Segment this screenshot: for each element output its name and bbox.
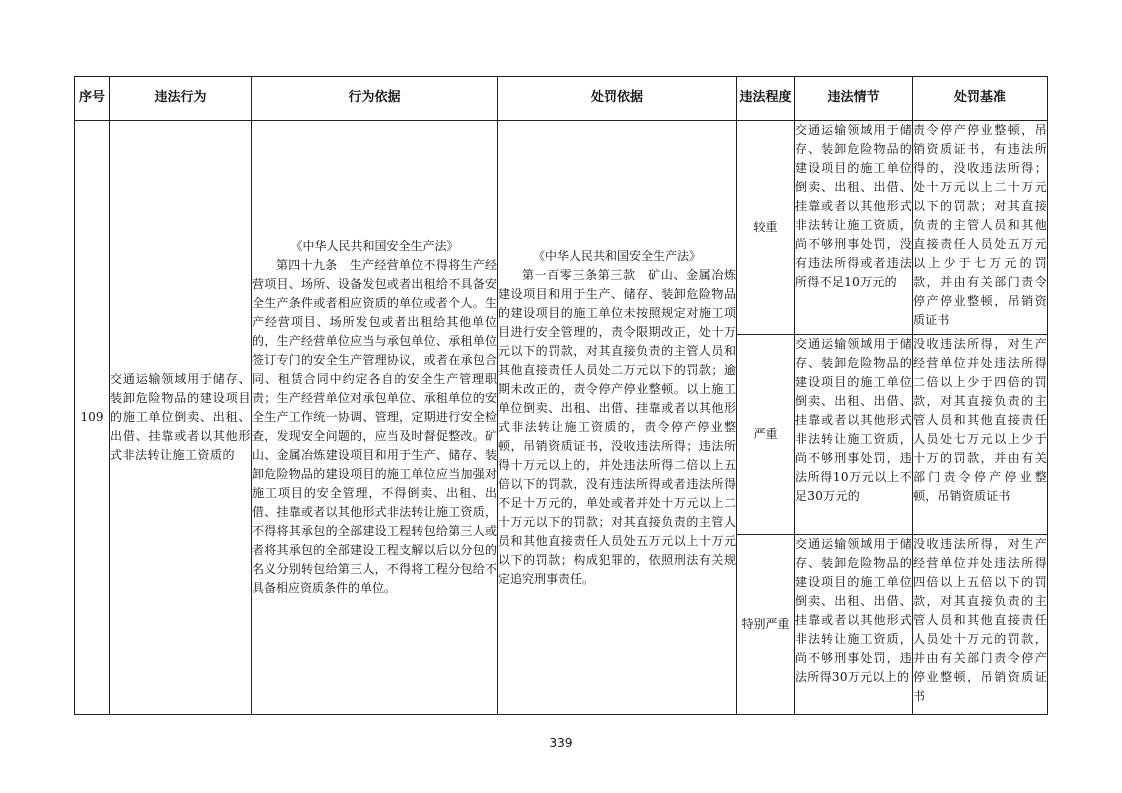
circumstance-level-3: 交通运输领域用于储存、装卸危险物品的建设项目的施工单位倒卖、出租、出借、挂靠或者以其他形式非法转让施工资质，尚不够刑事处罚，违法所得30万元以上的	[795, 535, 913, 715]
row-seq: 109	[75, 121, 110, 715]
standard-level-3: 没收违法所得，对生产经营单位并处违法所得四倍以上五倍以下的罚款，对其直接负责的主管人员和其他直接责任人员处十万元的罚款，并由有关部门责令停产停业整顿，吊销资质证书	[913, 535, 1048, 715]
penalty-basis-cell	[498, 121, 737, 715]
conduct-basis-text: 第四十九条 生产经营单位不得将生产经营项目、场所、设备发包或者出租给不具备安全生产条件或者相应资质的单位或者个人。生产经营项目、场所发包或者出租给其他单位的，生产经营单位应当与承包单位、承租单位签订专门的安全生产管理协议，或者在承包合同、租赁合同中约定各自的安全生产管理职责；生产经营单位对承包单位、承租单位的安全生产工作统一协调、管理，定期进行安全检查，发现安全问题的，应当及时督促整改。矿山、金属冶炼建设项目和用于生产、储存、装卸危险物品的建设项目的施工单位应当加强对施工项目的安全管理，不得倒卖、出租、出借、挂靠或者以其他形式非法转让施工资质，不得将其承包的全部建设工程转包给第三人或者将其承包的全部建设工程支解以后以分包的名义分别转包给第三人，不得将工程分包给不具备相应资质条件的单位。	[252, 258, 497, 595]
table-row	[75, 121, 1048, 335]
degree-level-2: 严重	[737, 335, 795, 535]
degree-level-1: 较重	[737, 121, 795, 335]
penalty-basis-title: 《中华人民共和国安全生产法》	[532, 248, 701, 263]
conduct-basis-cell	[252, 121, 498, 715]
header-circumstance: 违法情节	[795, 77, 913, 121]
circumstance-level-2: 交通运输领域用于储存、装卸危险物品的建设项目的施工单位倒卖、出租、出借、挂靠或者以其他形式非法转让施工资质，尚不够刑事处罚，违法所得10万元以上不足30万元的	[795, 335, 913, 535]
standard-level-1: 责令停产停业整顿，吊销资质证书，有违法所得的，没收违法所得；处十万元以上二十万元以下的罚款；对其直接负责的主管人员和其他直接责任人员处五万元以上少于七万元的罚款，并由有关部门责令停产停业整顿，吊销资质证书	[913, 121, 1048, 335]
penalty-basis-text: 第一百零三条第三款 矿山、金属冶炼建设项目和用于生产、储存、装卸危险物品的建设项目的施工单位未按照规定对施工项目进行安全管理的，责令限期改正，处十万元以下的罚款，对其直接负责的主管人员和其他直接责任人员处二万元以下的罚款；逾期未改正的，责令停产停业整顿。以上施工单位倒卖、出租、出借、挂靠或者以其他形式非法转让施工资质的，责令停产停业整顿，吊销资质证书，没收违法所得；违法所得十万元以上的，并处违法所得二倍以上五倍以下的罚款，没有违法所得或者违法所得不足十万元的，单处或者并处十万元以上二十万元以下的罚款；对其直接负责的主管人员和其他直接责任人员处五万元以上十万元以下的罚款；构成犯罪的，依照刑法有关规定追究刑事责任。	[498, 267, 736, 586]
standard-level-2: 没收违法所得，对生产经营单位并处违法所得二倍以上少于四倍的罚款，对其直接负责的主管人员和其他直接责任人员处七万元以上少于十万的罚款，并由有关部门责令停产停业整顿，吊销资质证书	[913, 335, 1048, 535]
conduct-basis-title: 《中华人民共和国安全生产法》	[290, 239, 459, 253]
page-number: 339	[549, 736, 573, 750]
degree-level-3: 特别严重	[737, 535, 795, 715]
header-row	[75, 77, 1048, 121]
header-standard: 处罚基准	[913, 77, 1048, 121]
penalty-standard-table	[74, 76, 1048, 715]
header-degree: 违法程度	[737, 77, 795, 121]
header-seq: 序号	[75, 77, 110, 121]
header-conduct-basis: 行为依据	[252, 77, 498, 121]
circumstance-level-1: 交通运输领域用于储存、装卸危险物品的建设项目的施工单位倒卖、出租、出借、挂靠或者以其他形式非法转让施工资质，尚不够刑事处罚，没有违法所得或者违法所得不足10万元的	[795, 121, 913, 335]
header-behavior: 违法行为	[110, 77, 252, 121]
header-penalty-basis: 处罚依据	[498, 77, 737, 121]
row-behavior: 交通运输领域用于储存、装卸危险物品的建设项目的施工单位倒卖、出租、出借、挂靠或者以其他形式非法转让施工资质的	[110, 121, 252, 715]
